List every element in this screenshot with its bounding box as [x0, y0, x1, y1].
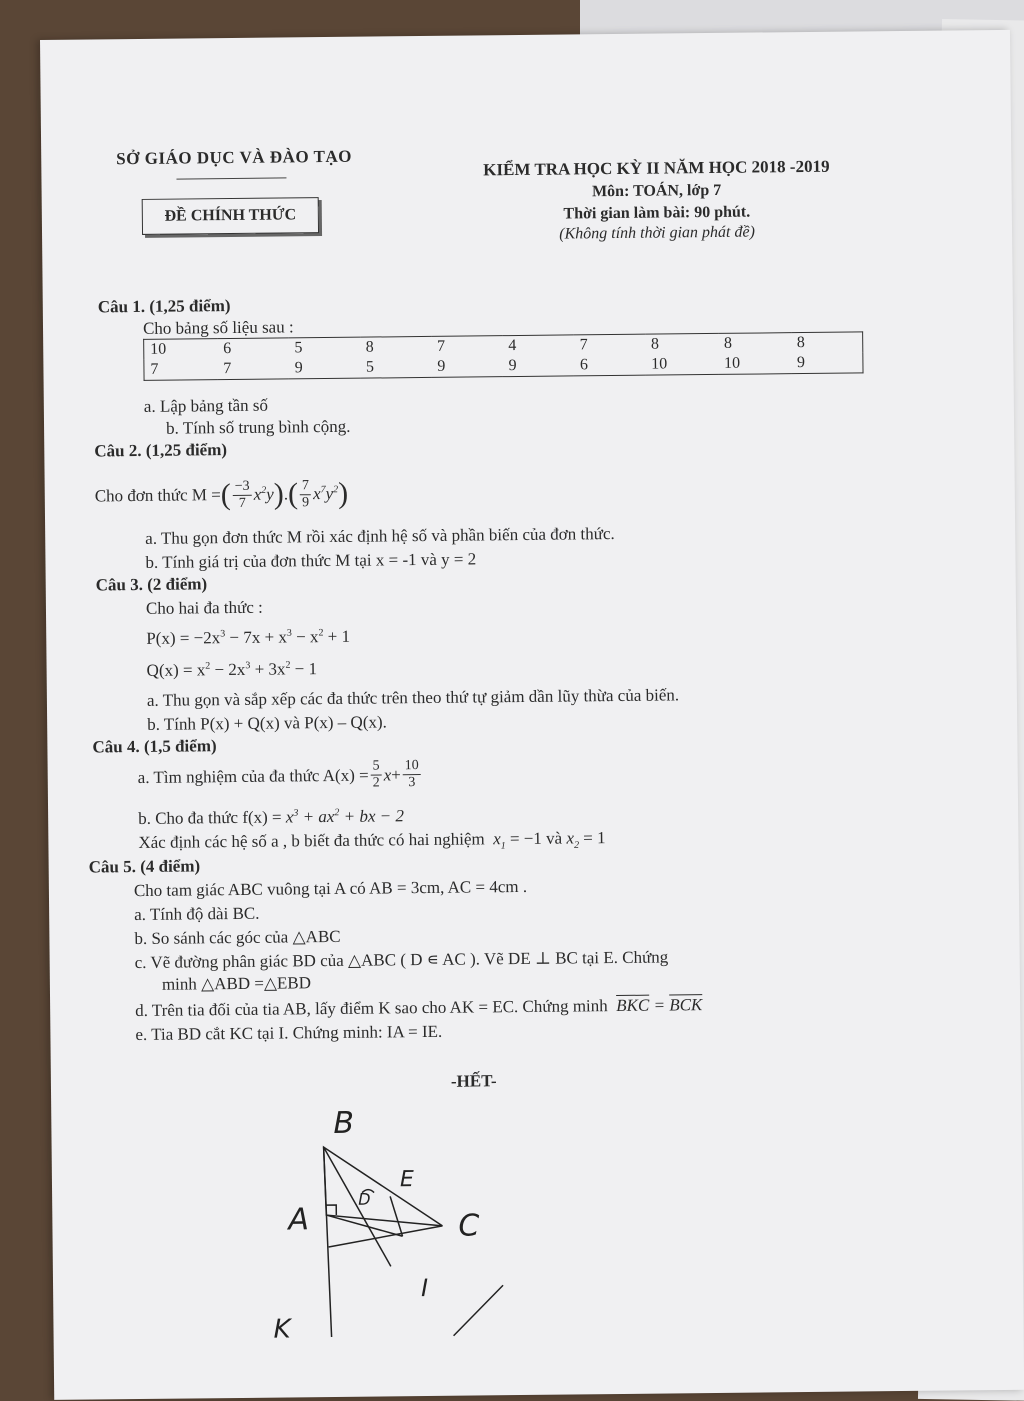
- q5-part-d-text: d. Trên tia đối của tia AB, lấy điểm K sao cho AK = EC. Chứng minh: [135, 996, 608, 1021]
- q4-part-b-text: b. Cho đa thức f(x) =: [138, 807, 282, 829]
- department-name: SỞ GIÁO DỤC VÀ ĐÀO TẠO: [116, 146, 352, 169]
- q2-title: Câu 2. (1,25 điểm): [94, 440, 228, 461]
- table-cell: 5: [294, 339, 303, 357]
- label-i: I: [420, 1274, 429, 1303]
- label-b: B: [333, 1105, 355, 1141]
- table-cell: 8: [796, 334, 805, 352]
- triangle-abc: [324, 1146, 443, 1227]
- table-cell: 9: [796, 354, 806, 372]
- q3-poly-p: $P(x) = -2x^3 - 7x + x^3 - x^2 + 1$: [146, 626, 351, 648]
- table-cell: 6: [223, 340, 232, 358]
- official-label-box: ĐỀ CHÍNH THỨC: [142, 197, 319, 235]
- q4-part-b-line2-text: Xác định các hệ số a , b biết đa thức có hai nghiệm: [138, 829, 485, 853]
- math-paren: ): [337, 476, 349, 510]
- q5-part-a: a. Tính độ dài BC.: [134, 903, 260, 925]
- math-fraction: $\frac{7}{9}$: [301, 477, 310, 510]
- table-cell: 8: [723, 334, 732, 352]
- q4-part-b: b. Cho đa thức $f(x) = x^3 + ax^2$ + bx − 2: [138, 806, 405, 829]
- q1-data-table: [143, 331, 863, 381]
- math-fraction: $\frac{10}{3}$: [403, 758, 421, 791]
- table-cell: 9: [294, 359, 303, 377]
- line-kc: [328, 1226, 442, 1247]
- table-cell: 7: [579, 336, 588, 354]
- q1-part-b: b. Tính số trung bình cộng.: [165, 416, 351, 438]
- perpendicular-de: [390, 1196, 402, 1236]
- stray-stroke: [453, 1285, 504, 1336]
- label-k: K: [273, 1314, 291, 1345]
- exam-duration-note: (Không tính thời gian phát đề): [559, 223, 755, 243]
- label-d: D: [358, 1189, 371, 1209]
- exam-header: [441, 156, 872, 244]
- table-cell: 7: [436, 337, 446, 355]
- table-cell: 10: [724, 354, 741, 372]
- table-cell: 10: [651, 355, 668, 373]
- q3-poly-q: $Q(x) = x^2 - 2x^3 + 3x^2 - 1$: [146, 659, 318, 680]
- table-cell: 8: [650, 335, 660, 353]
- exam-sheet: [40, 30, 1024, 1400]
- q5-intro: Cho tam giác ABC vuông tại A có AB = 3cm, AC = 4cm .: [133, 876, 528, 901]
- q4-part-a: a. Tìm nghiệm của đa thức A(x) = $\frac{5}{2}$ x + $\frac{10}{3}$: [138, 758, 423, 794]
- exam-title: KIỂM TRA HỌC KỲ II NĂM HỌC 2018 -2019: [483, 156, 830, 180]
- q2-part-a: a. Thu gọn đơn thức M rồi xác định hệ số và phần biến của đơn thức.: [145, 524, 615, 548]
- math-paren: ): [273, 477, 284, 511]
- exam-subject: Môn: TOÁN, lớp 7: [591, 181, 722, 201]
- q4-part-a-text: a. Tìm nghiệm của đa thức A(x) =: [137, 765, 369, 787]
- table-cell: 7: [150, 360, 159, 378]
- q5-part-c: c. Vẽ đường phân giác BD của △ABC ( D ∊ AC ). Vẽ DE ⊥ BC tại E. Chứng: [134, 947, 669, 973]
- label-a: A: [288, 1202, 310, 1238]
- q5-part-b: b. So sánh các góc của △ABC: [134, 926, 341, 949]
- table-cell: 4: [508, 337, 517, 355]
- geometry-sketch: [261, 1095, 564, 1348]
- line-ae: [326, 1214, 402, 1237]
- exam-duration: Thời gian làm bài: 90 phút.: [563, 203, 751, 223]
- math-paren: (: [220, 478, 231, 512]
- q3-intro: Cho hai đa thức :: [145, 597, 263, 618]
- label-e: E: [399, 1167, 414, 1193]
- q3-part-b: b. Tính P(x) + Q(x) và P(x) – Q(x).: [147, 712, 387, 734]
- q5-title: Câu 5. (4 điểm): [88, 856, 201, 877]
- table-cell: 9: [508, 357, 517, 375]
- table-cell: 10: [150, 340, 167, 358]
- table-cell: 7: [223, 360, 232, 378]
- q1-title: Câu 1. (1,25 điểm): [97, 296, 231, 317]
- q5-part-c-line2: minh △ABD =△EBD: [161, 973, 312, 994]
- q4-part-b-line2: Xác định các hệ số a , b biết đa thức có hai nghiệm $x_1 = -1$ và $x_2 = 1$: [138, 828, 606, 853]
- q5-part-d: d. Trên tia đối của tia AB, lấy điểm K sao cho AK = EC. Chứng minh $\overline{BKC} = \overline{BCK}$: [135, 995, 703, 1021]
- department-underline: [176, 177, 286, 179]
- table-cell: 8: [365, 338, 374, 356]
- bisector-bd: [324, 1146, 391, 1267]
- q2-part-b: b. Tính giá trị của đơn thức M tại x = -1 và y = 2: [145, 549, 477, 572]
- q5-part-e: e. Tia BD cắt KC tại I. Chứng minh: IA = IE.: [135, 1021, 443, 1045]
- table-cell: 6: [579, 356, 588, 374]
- math-fraction: $\frac{-3}{7}$: [233, 478, 252, 511]
- table-cell: 5: [365, 358, 375, 376]
- q1-part-a: a. Lập bảng tần số: [143, 395, 269, 416]
- q3-title: Câu 3. (2 điểm): [95, 574, 208, 595]
- q1-intro: Cho bảng số liệu sau :: [142, 317, 294, 338]
- right-angle-mark: [326, 1205, 336, 1215]
- q4-title: Câu 4. (1,5 điểm): [92, 736, 217, 757]
- math-paren: (: [287, 477, 299, 511]
- q2-monomial: Cho đơn thức M = ( $\frac{-3}{7}$ $x^2y$ ) . ( $\frac{7}{9}$ $x^7y^2$ ): [94, 476, 349, 512]
- q2-intro: Cho đơn thức M =: [94, 485, 221, 506]
- q3-part-a: a. Thu gọn và sắp xếp các đa thức trên theo thứ tự giảm dần lũy thừa của biến.: [146, 685, 680, 710]
- math-fraction: $\frac{5}{2}$: [372, 758, 380, 791]
- end-mark: -HẾT-: [450, 1071, 497, 1091]
- table-cell: 9: [437, 357, 446, 375]
- label-c: C: [458, 1208, 480, 1244]
